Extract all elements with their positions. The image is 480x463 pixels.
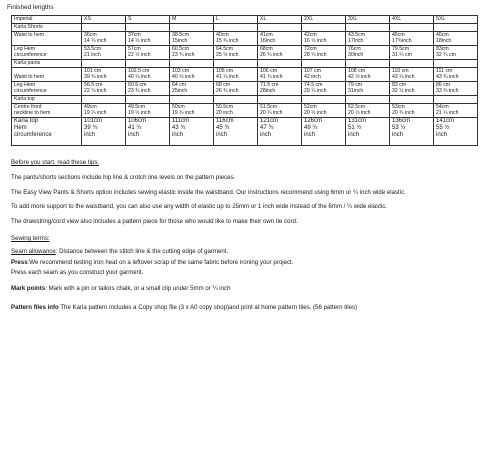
row-label-line: neckline to hem bbox=[14, 110, 51, 116]
cell-line: 50.5cm bbox=[216, 104, 234, 110]
table-cell bbox=[302, 32, 346, 46]
header-size: 3XL bbox=[346, 16, 390, 24]
table-cell bbox=[390, 118, 434, 146]
cell-line: 18inch bbox=[436, 38, 452, 44]
sewing-terms-heading: Sewing terms: bbox=[11, 235, 50, 243]
table-cell bbox=[126, 32, 170, 46]
term-label: Press bbox=[11, 258, 28, 266]
cell-line: 102.5 cm bbox=[128, 68, 150, 74]
cell-line: inch bbox=[436, 131, 448, 138]
cell-line: 68 cm bbox=[216, 82, 231, 88]
cell-line: 103 cm bbox=[172, 68, 190, 74]
table-row bbox=[12, 118, 478, 146]
cell-line: 53.5cm bbox=[84, 46, 102, 52]
table-cell bbox=[258, 60, 302, 68]
cell-line: 20 ¼ inch bbox=[260, 110, 283, 116]
table-cell bbox=[170, 46, 214, 60]
table-cell bbox=[434, 96, 478, 104]
table-cell bbox=[390, 96, 434, 104]
table-cell bbox=[82, 24, 126, 32]
table-cell bbox=[302, 104, 346, 118]
table-cell bbox=[170, 96, 214, 104]
cell-line: 33 ¾ inch bbox=[436, 88, 459, 94]
cell-line: 74.5 cm bbox=[304, 82, 323, 88]
row-label bbox=[12, 32, 82, 46]
cell-line: 15 ¾ inch bbox=[216, 38, 239, 44]
cell-line: 111cm bbox=[172, 118, 190, 124]
row-label bbox=[12, 96, 82, 104]
table-row bbox=[12, 32, 478, 46]
cell-line: 28inch bbox=[260, 88, 276, 94]
cell-line: 43 ¾ inch bbox=[436, 74, 459, 80]
term-text: : Distance between the stitch line & the cutting edge of garment. bbox=[55, 248, 229, 256]
tip-paragraph: The pants/shorts sections include hip line & crotch line levels on the pattern pieces. bbox=[11, 174, 236, 182]
cell-line: 42cm bbox=[304, 32, 317, 38]
cell-line: 53 ½ bbox=[392, 124, 406, 131]
tip-paragraph: The Easy View Pants & Shorts option includes sewing elastic inside the waistband. Our instructions recommend using 6mm or ¼ inch wide elastic. bbox=[11, 188, 406, 196]
table-cell bbox=[302, 82, 346, 96]
cell-line: 47 ¾ bbox=[260, 124, 274, 131]
table-cell bbox=[302, 96, 346, 104]
tip-paragraph: The drawstring/cord view also includes a pattern piece for those who would like to make their own tie cord. bbox=[11, 217, 298, 225]
table-cell bbox=[302, 60, 346, 68]
table-cell bbox=[170, 82, 214, 96]
cell-line: 21 inch bbox=[84, 52, 101, 58]
table-row bbox=[12, 68, 478, 82]
table-cell bbox=[302, 24, 346, 32]
table-cell bbox=[126, 118, 170, 146]
cell-line: 30inch bbox=[348, 52, 364, 58]
cell-line: 20 ½ inch bbox=[304, 110, 327, 116]
cell-line: 39 ¾ bbox=[84, 124, 98, 131]
table-cell bbox=[434, 68, 478, 82]
cell-line: 41 ¾ inch bbox=[260, 74, 283, 80]
cell-line: 15inch bbox=[172, 38, 188, 44]
table-cell bbox=[434, 24, 478, 32]
row-label-line: circumference bbox=[14, 131, 52, 138]
cell-line: 83cm bbox=[436, 46, 449, 52]
header-size: 4XL bbox=[390, 16, 434, 24]
table-cell bbox=[346, 46, 390, 60]
cell-line: 57cm bbox=[128, 46, 141, 52]
cell-line: inch bbox=[260, 131, 272, 138]
table-cell bbox=[82, 32, 126, 46]
table-cell bbox=[258, 82, 302, 96]
cell-line: 101cm bbox=[84, 118, 103, 124]
header-units: Imperial bbox=[12, 16, 82, 24]
cell-line: 42 inch bbox=[304, 74, 321, 80]
cell-line: 51.5cm bbox=[260, 104, 278, 110]
table-cell bbox=[126, 82, 170, 96]
cell-line: 17¾inch bbox=[392, 38, 412, 44]
cell-line: 126cm bbox=[304, 118, 323, 124]
row-label-line: Waist to hem bbox=[14, 32, 45, 38]
cell-line: 22 ½ inch bbox=[128, 52, 151, 58]
table-cell bbox=[258, 68, 302, 82]
row-label bbox=[12, 118, 82, 146]
table-cell bbox=[170, 68, 214, 82]
table-cell bbox=[170, 32, 214, 46]
table-cell bbox=[346, 68, 390, 82]
table-cell bbox=[346, 104, 390, 118]
cell-line: 49cm bbox=[84, 104, 97, 110]
table-cell bbox=[346, 118, 390, 146]
table-cell bbox=[214, 96, 258, 104]
table-cell bbox=[346, 82, 390, 96]
row-label-line: circumference bbox=[14, 88, 47, 94]
cell-line: 54cm bbox=[436, 104, 449, 110]
table-cell bbox=[390, 46, 434, 60]
table-cell bbox=[390, 24, 434, 32]
tips-heading: Before you start, read these tips. bbox=[11, 159, 100, 166]
cell-line: 60.5cm bbox=[172, 46, 190, 52]
cell-line: 19 ¾ inch bbox=[172, 110, 195, 116]
cell-line: inch bbox=[172, 131, 184, 138]
row-label bbox=[12, 68, 82, 82]
cell-line: 43 ¾ bbox=[172, 124, 186, 131]
cell-line: inch bbox=[392, 131, 404, 138]
table-cell bbox=[390, 104, 434, 118]
table-cell bbox=[302, 68, 346, 82]
cell-line: 21 ¼ inch bbox=[436, 110, 459, 116]
cell-line: 136cm bbox=[392, 118, 411, 124]
cell-line: 106cm bbox=[128, 118, 147, 124]
table-cell bbox=[258, 96, 302, 104]
cell-line: 79 cm bbox=[348, 82, 363, 88]
table-cell bbox=[258, 104, 302, 118]
table-section-row bbox=[12, 24, 478, 32]
term-label: Pattern files info bbox=[11, 304, 59, 312]
cell-line: 25 ½ inch bbox=[216, 52, 239, 58]
cell-line: 40cm bbox=[216, 32, 229, 38]
table-cell bbox=[126, 96, 170, 104]
cell-line: 26 ¾ inch bbox=[216, 88, 239, 94]
cell-line: 43 ¼ inch bbox=[392, 74, 415, 80]
cell-line: 86 cm bbox=[436, 82, 451, 88]
table-cell bbox=[346, 32, 390, 46]
cell-line: 32 ½ inch bbox=[392, 88, 415, 94]
table-row bbox=[12, 46, 478, 60]
cell-line: 32 ¾ cm bbox=[436, 52, 456, 58]
row-label-line: Karla pants bbox=[14, 60, 41, 66]
cell-line: 41cm bbox=[260, 32, 273, 38]
cell-line: 20 ½ inch bbox=[348, 110, 371, 116]
table-cell bbox=[214, 60, 258, 68]
row-label-line: Karla Shorts bbox=[14, 24, 43, 30]
cell-line: 23 ¾ inch bbox=[172, 52, 195, 58]
cell-line: 76cm bbox=[348, 46, 361, 52]
row-label-line: Waist to hem bbox=[14, 74, 45, 80]
table-cell bbox=[214, 68, 258, 82]
cell-line: 64 cm bbox=[172, 82, 187, 88]
table-cell bbox=[390, 82, 434, 96]
cell-line: 16inch bbox=[260, 38, 276, 44]
header-size: M bbox=[170, 16, 214, 24]
row-label bbox=[12, 46, 82, 60]
table-section-row bbox=[12, 60, 478, 68]
tips-section bbox=[11, 159, 477, 311]
table-row bbox=[12, 104, 478, 118]
term-text: : Mark with a pin or tailors chalk, or a small clip under 5mm or ¼ inch bbox=[45, 284, 231, 292]
cell-line: 60.5 cm bbox=[128, 82, 147, 88]
table-row bbox=[12, 82, 478, 96]
term-press bbox=[11, 259, 477, 266]
term-text: The Karla pattern includes a Copy shop file (3 x A0 copy shop)and print at home pattern tiles. (56 pattern tiles) bbox=[58, 304, 358, 312]
cell-line: 19 ½ inch bbox=[128, 110, 151, 116]
header-size: S bbox=[126, 16, 170, 24]
cell-line: 19 ¼ inch bbox=[84, 110, 107, 116]
table-header-row bbox=[12, 16, 478, 24]
table-cell bbox=[258, 118, 302, 146]
cell-line: 40 ½ inch bbox=[172, 74, 195, 80]
cell-line: 46cm bbox=[436, 32, 449, 38]
cell-line: 49 ¾ bbox=[304, 124, 318, 131]
tip-paragraph: To add more support to the waistband, you can also use any width of elastic up to 25mm or 1 inch wide instead of the 6mm / ¼ wide elastic. bbox=[11, 203, 387, 211]
cell-line: 72cm bbox=[304, 46, 317, 52]
term-label: Mark points bbox=[11, 284, 46, 292]
cell-line: 111 cm bbox=[436, 68, 453, 74]
cell-line: 71.5 cm bbox=[260, 82, 279, 88]
cell-line: 28 ¼ inch bbox=[304, 52, 327, 58]
table-cell bbox=[346, 24, 390, 32]
cell-line: 41 ¾ bbox=[128, 124, 142, 131]
table-cell bbox=[258, 46, 302, 60]
row-label-line: Hem bbox=[14, 124, 27, 131]
table-cell bbox=[214, 24, 258, 32]
cell-line: 83 cm bbox=[392, 82, 407, 88]
table-cell bbox=[126, 104, 170, 118]
table-cell bbox=[82, 96, 126, 104]
table-cell bbox=[170, 104, 214, 118]
row-label bbox=[12, 60, 82, 68]
header-size: XL bbox=[258, 16, 302, 24]
table-cell bbox=[82, 68, 126, 82]
cell-line: 41 ¼ inch bbox=[216, 74, 239, 80]
cell-line: 49.5cm bbox=[128, 104, 146, 110]
finished-lengths-heading: Finished lengths bbox=[7, 4, 54, 11]
row-label bbox=[12, 24, 82, 32]
cell-line: 37cm bbox=[128, 32, 141, 38]
table-cell bbox=[390, 68, 434, 82]
cell-line: 43.5cm bbox=[348, 32, 366, 38]
cell-line: 110 cm bbox=[392, 68, 409, 74]
table-cell bbox=[302, 46, 346, 60]
cell-line: 121cm bbox=[260, 118, 279, 124]
cell-line: 141cm bbox=[436, 118, 455, 124]
cell-line: 107 cm bbox=[304, 68, 322, 74]
header-size: XS bbox=[82, 16, 126, 24]
cell-line: 16 ½ inch bbox=[304, 38, 327, 44]
row-label-line: Centre front bbox=[14, 104, 42, 110]
table-cell bbox=[126, 46, 170, 60]
table-cell bbox=[82, 60, 126, 68]
header-size: L bbox=[214, 16, 258, 24]
table-cell bbox=[434, 104, 478, 118]
table-cell bbox=[214, 104, 258, 118]
table-cell bbox=[126, 68, 170, 82]
size-chart-table bbox=[11, 15, 478, 146]
table-cell bbox=[434, 60, 478, 68]
cell-line: inch bbox=[128, 131, 140, 138]
cell-line: 22 ¼ inch bbox=[84, 88, 107, 94]
cell-line: 20 ¾ inch bbox=[392, 110, 415, 116]
cell-line: 40 ¼ inch bbox=[128, 74, 151, 80]
table-cell bbox=[346, 60, 390, 68]
cell-line: 45 ¾ bbox=[216, 124, 230, 131]
cell-line: 64.5cm bbox=[216, 46, 234, 52]
cell-line: 101 cm bbox=[84, 68, 102, 74]
cell-line: inch bbox=[216, 131, 228, 138]
cell-line: 50cm bbox=[172, 104, 185, 110]
cell-line: inch bbox=[84, 131, 96, 138]
cell-line: 31 ¼ cm bbox=[392, 52, 412, 58]
cell-line: 105 cm bbox=[216, 68, 234, 74]
table-section-row bbox=[12, 96, 478, 104]
cell-line: 116cm bbox=[216, 118, 234, 124]
term-text: :We recommend testing iron heat on a leftover scrap of the same fabric before ironing your project. bbox=[27, 258, 294, 266]
cell-line: 52cm bbox=[304, 104, 317, 110]
table-cell bbox=[82, 104, 126, 118]
table-cell bbox=[390, 60, 434, 68]
row-label-line: Karla top bbox=[14, 96, 35, 102]
cell-line: 20 inch bbox=[216, 110, 233, 116]
cell-line: 68cm bbox=[260, 46, 273, 52]
table-cell bbox=[82, 118, 126, 146]
row-label-line: circumference bbox=[14, 52, 47, 58]
table-cell bbox=[126, 60, 170, 68]
table-cell bbox=[258, 32, 302, 46]
cell-line: 45cm bbox=[392, 32, 405, 38]
row-label-line: Karla top bbox=[14, 118, 39, 124]
cell-line: 56.5 cm bbox=[84, 82, 103, 88]
table-cell bbox=[434, 82, 478, 96]
table-cell bbox=[302, 118, 346, 146]
table-cell bbox=[214, 82, 258, 96]
term-seam-allowance bbox=[11, 248, 477, 255]
table-cell bbox=[434, 118, 478, 146]
cell-line: 31inch bbox=[348, 88, 364, 94]
cell-line: 79.5cm bbox=[392, 46, 410, 52]
header-size: 5XL bbox=[434, 16, 478, 24]
header-size: 2XL bbox=[302, 16, 346, 24]
table-cell bbox=[170, 60, 214, 68]
cell-line: 42 ½ inch bbox=[348, 74, 371, 80]
row-label-line: Leg Hem bbox=[14, 46, 36, 52]
table-cell bbox=[434, 46, 478, 60]
cell-line: 131cm bbox=[348, 118, 367, 124]
table-cell bbox=[214, 46, 258, 60]
row-label bbox=[12, 104, 82, 118]
table-cell bbox=[434, 32, 478, 46]
cell-line: 17inch bbox=[348, 38, 364, 44]
cell-line: 29 ¼ inch bbox=[304, 88, 327, 94]
cell-line: 39 ¾ inch bbox=[84, 74, 107, 80]
term-label: Seam allowance bbox=[11, 248, 56, 256]
cell-line: 53cm bbox=[392, 104, 405, 110]
table-cell bbox=[346, 96, 390, 104]
table-cell bbox=[170, 24, 214, 32]
cell-line: 51 ½ bbox=[348, 124, 362, 131]
cell-line: inch bbox=[348, 131, 360, 138]
table-cell bbox=[126, 24, 170, 32]
term-press-line2: Press each seam as you construct your garment. bbox=[11, 269, 144, 277]
row-label bbox=[12, 82, 82, 96]
cell-line: 108 cm bbox=[348, 68, 366, 74]
cell-line: 52.5cm bbox=[348, 104, 366, 110]
table-cell bbox=[170, 118, 214, 146]
table-cell bbox=[82, 46, 126, 60]
table-cell bbox=[258, 24, 302, 32]
cell-line: 106 cm bbox=[260, 68, 278, 74]
cell-line: 38.5cm bbox=[172, 32, 190, 38]
pattern-files-info bbox=[11, 304, 477, 311]
term-mark-points bbox=[11, 285, 477, 292]
table-cell bbox=[82, 82, 126, 96]
cell-line: inch bbox=[304, 131, 316, 138]
cell-line: 23 ¾ inch bbox=[128, 88, 151, 94]
cell-line: 26 ¾ inch bbox=[260, 52, 283, 58]
cell-line: 14 ½ inch bbox=[128, 38, 151, 44]
table-cell bbox=[390, 32, 434, 46]
cell-line: 36cm bbox=[84, 32, 97, 38]
cell-line: 25inch bbox=[172, 88, 188, 94]
row-label-line: Leg Hem bbox=[14, 82, 36, 88]
table-cell bbox=[214, 32, 258, 46]
table-cell bbox=[214, 118, 258, 146]
cell-line: 55 ½ bbox=[436, 124, 450, 131]
cell-line: 14 ¼ inch bbox=[84, 38, 107, 44]
